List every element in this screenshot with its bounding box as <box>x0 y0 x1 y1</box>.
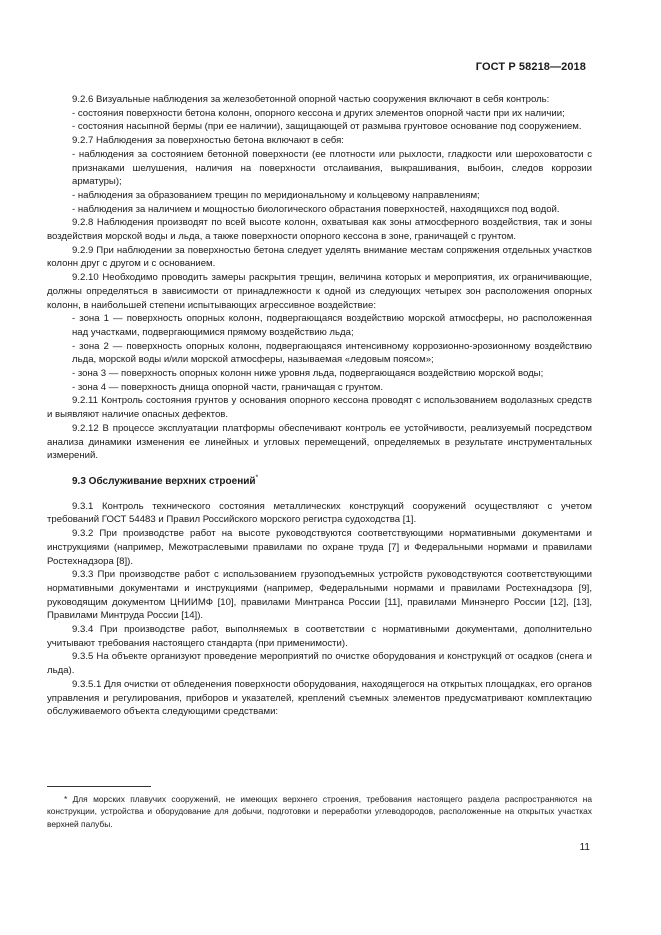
section-heading-9-3 <box>47 475 592 489</box>
list-item: - наблюдения за наличием и мощностью биологического обрастания поверхностей, находящихся под водой. <box>72 203 560 215</box>
document-header: ГОСТ Р 58218—2018 <box>475 61 586 73</box>
paragraph-9-2-11: 9.2.11 Контроль состояния грунтов у основания опорного кессона проводят с использованием водолазных средств и выявляют наличие опасных дефектов. <box>47 395 592 421</box>
footnote-mark: * <box>255 474 259 482</box>
list-item: - состояния насыпной бермы (при ее наличии), защищающей от размыва грунтовое основание под сооружением. <box>72 121 582 133</box>
paragraph-9-2-12: 9.2.12 В процессе эксплуатации платформы обеспечивают контроль ее устойчивости, реализуемый посредством анализа динамики изменения ее линейных и угловых перемещений, определяемых в результате инструментальных измерений. <box>47 422 592 462</box>
list-item: - наблюдения за образованием трещин по меридиональному и кольцевому направлениям; <box>72 189 480 201</box>
paragraph-9-2-10: 9.2.10 Необходимо проводить замеры раскрытия трещин, величина которых и мероприятия, их ограничивающие, должны определяться в зависимости от принадлежности к одной из следующих четырех зон расположения опорных колонн, в наибольшей степени испытывающих агрессивное воздействие: <box>47 272 592 311</box>
list-item: - зона 3 — поверхность опорных колонн ниже уровня льда, подвергающаяся воздействию морской воды; <box>72 368 544 380</box>
paragraph-9-2-8: 9.2.8 Наблюдения производят по всей высоте колонн, охватывая как зоны атмосферного воздействия, так и зоны воздействия морской воды и льда, а также поверхности опорного кессона в зоне, граничащей с грунтом. <box>47 217 592 243</box>
list-item: - зона 1 — поверхность опорных колонн, подвергающаяся воздействию морской атмосферы, но расположенная над участками, подвергающимися прямому воздействию льда; <box>72 313 592 338</box>
list-item: - зона 4 — поверхность днища опорной части, граничащая с грунтом. <box>72 381 384 393</box>
section-title: 9.3 Обслуживание верхних строений <box>72 475 256 487</box>
paragraph-9-2-7: 9.2.7 Наблюдения за поверхностью бетона включают в себя: <box>72 135 344 147</box>
footnote: * Для морских плавучих сооружений, не имеющих верхнего строения, требования настоящего раздела распространяются на конструкции, устройства и оборудование для добычи, подготовки и переработки углеводородов, расположенные на открытых участках верхней палубы. <box>47 794 592 829</box>
footnote-divider <box>47 786 151 787</box>
paragraph-9-3-4: 9.3.4 При производстве работ, выполняемых в соответствии с нормативными документами, дополнительно учитывают требования настоящего стандарта (при применимости). <box>47 624 592 649</box>
paragraph-9-2-6: 9.2.6 Визуальные наблюдения за железобетонной опорной частью сооружения включают в себя контроль: <box>72 94 550 105</box>
paragraph-9-3-3: 9.3.3 При производстве работ с использованием грузоподъемных устройств руководствуются соответствующими нормативными документами и инструкциями (например, Федеральными нормами и правилами Ростехнадзора [9], руководящим документом ЦНИИМФ [10], правилами Минтранса России [11], правилами Минэнерго России [12], [13], Правилами Минтруда России [14]). <box>47 569 592 622</box>
paragraph-9-2-9: 9.2.9 При наблюдении за поверхностью бетона следует уделять внимание местам сопряжения отдельных участков колонн друг с другом и с основанием. <box>47 244 592 270</box>
paragraph-9-3-2: 9.3.2 При производстве работ на высоте руководствуются соответствующими нормативными документами и инструкциями (например, Межотраслевыми правилами по охране труда [7] и Федеральными нормами и правилами Ростехнадзора [8]). <box>47 528 592 567</box>
list-item: - наблюдения за состоянием бетонной поверхности (ее плотности или рыхлости, гладкости или шероховатости с признаками шелушения, наличия на поверхности отслаивания, выкрашивания, выбоин, следов коррозии арматуры); <box>72 148 592 188</box>
list-item: - состояния поверхности бетона колонн, опорного кессона и других элементов опорной части при их наличии; <box>72 107 565 119</box>
document-body <box>47 93 592 719</box>
paragraph-9-3-1: 9.3.1 Контроль технического состояния металлических конструкций сооружений осуществляют с учетом требований ГОСТ 54483 и Правил Российского морского регистра судоходства [1]. <box>47 500 592 526</box>
paragraph-9-3-5: 9.3.5 На объекте организуют проведение мероприятий по очистке оборудования и конструкций от осадков (снега и льда). <box>47 651 592 677</box>
page-number: 11 <box>579 842 590 853</box>
paragraph-9-3-5-1: 9.3.5.1 Для очистки от обледенения поверхности оборудования, находящегося на открытых площадках, его органов управления и регулирования, приборов и указателей, креплений съемных элементов предусматривают комплектацию обслуживаемого объекта следующими средствами: <box>47 678 592 718</box>
list-item: - зона 2 — поверхность опорных колонн, подвергающаяся интенсивному коррозионно-эрозионному воздействию льда, морской воды и/или морской атмосферы, называемая «ледовым поясом»; <box>72 340 592 366</box>
